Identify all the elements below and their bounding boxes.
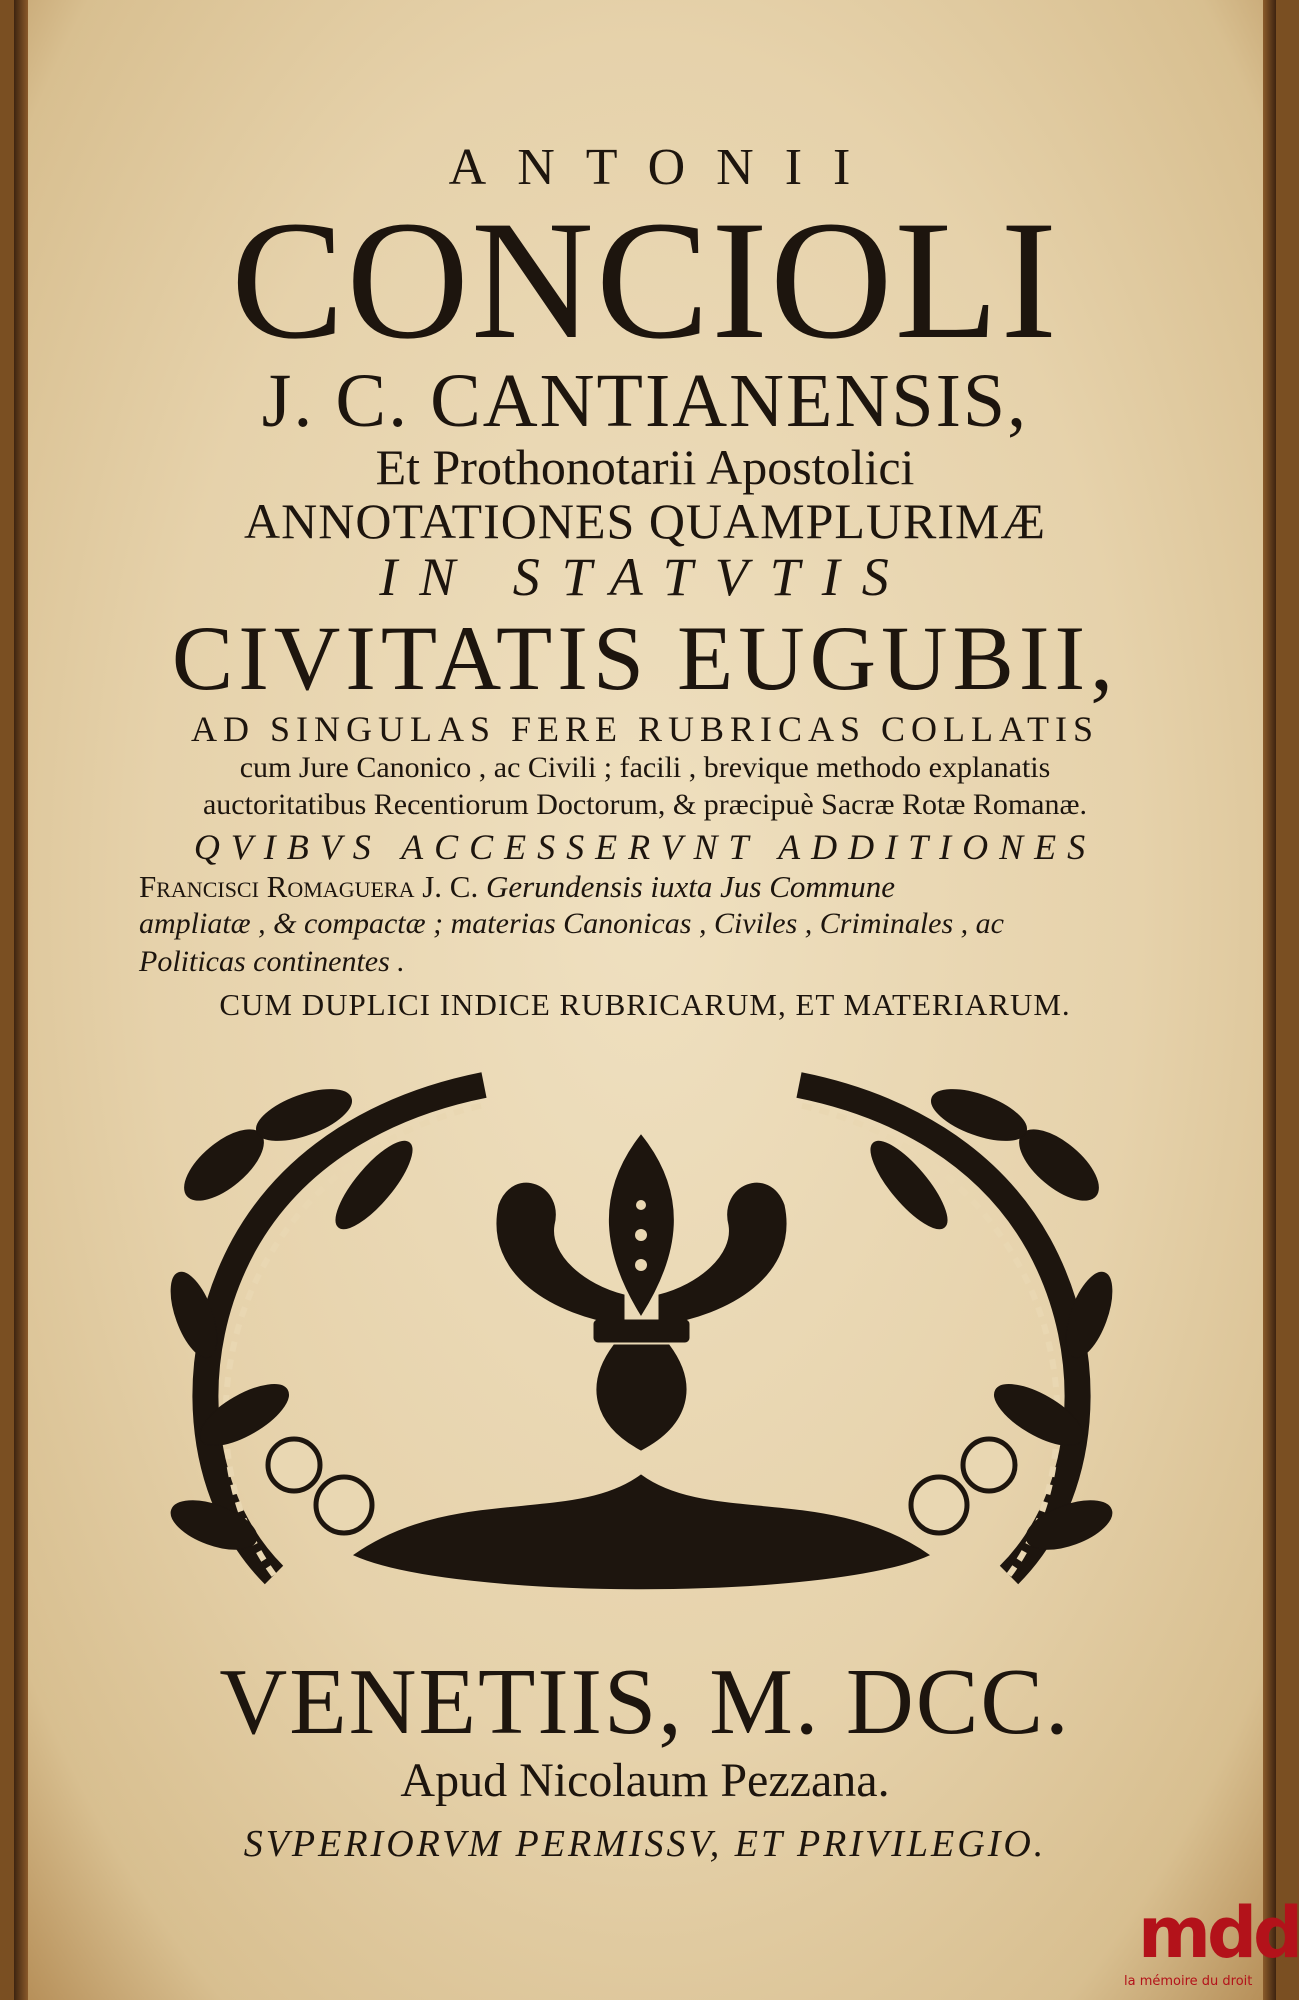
logo-tagline: la mémoire du droit — [1124, 1974, 1253, 1989]
fleur-de-lis-with-foliage-wreath-icon — [154, 1055, 1129, 1600]
author-office: Et Prothonotarii Apostolici — [375, 439, 915, 495]
logo-letters: mdd — [1138, 1892, 1299, 1974]
romaguera-name: Francisci Romaguera J. C. — [139, 869, 479, 904]
romaguera-rest: Gerundensis iuxta Jus Commune — [478, 869, 895, 904]
title-page — [14, 0, 1299, 2000]
politicas-line: Politicas continentes . — [139, 945, 405, 978]
romaguera-line — [139, 869, 895, 905]
in-statutis: IN STATVTIS — [379, 547, 911, 607]
city-name: CIVITATIS EUGUBII, — [171, 607, 1119, 709]
place-and-date: VENETIIS, M. DCC. — [219, 1650, 1071, 1754]
ampliatae-line: ampliatæ , & compactæ ; materias Canonicas , Civiles , Criminales , ac — [139, 907, 1004, 940]
mdd-logo — [1116, 1892, 1299, 2000]
subtitle-cum-jure: cum Jure Canonico , ac Civili ; facili , brevique methodo explanatis — [239, 751, 1051, 784]
printer-line: Apud Nicolaum Pezzana. — [400, 1754, 890, 1807]
work-title: ANNOTATIONES QUAMPLURIMÆ — [244, 493, 1046, 549]
indices-line: CUM DUPLICI INDICE RUBRICARUM, ET MATERIARUM. — [219, 987, 1071, 1022]
author-last-name: CONCIOLI — [230, 186, 1060, 374]
privilege-line: SVPERIORVM PERMISSV, ET PRIVILEGIO. — [243, 1823, 1047, 1865]
quibus-accesserunt: QVIBVS ACCESSERVNT ADDITIONES — [193, 827, 1097, 867]
subtitle-auctoritatibus: auctoritatibus Recentiorum Doctorum, & præcipuè Sacræ Rotæ Romanæ. — [202, 788, 1088, 821]
subtitle-ad-singulas: AD SINGULAS FERE RUBRICAS COLLATIS — [190, 709, 1100, 749]
author-first-name: ANTONII — [448, 139, 882, 196]
author-affiliation: J. C. CANTIANENSIS, — [261, 359, 1029, 443]
